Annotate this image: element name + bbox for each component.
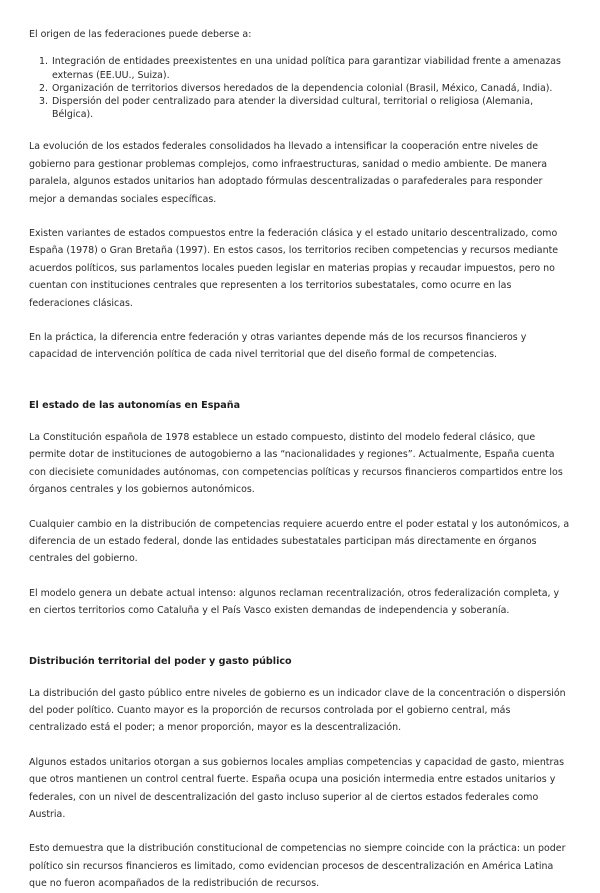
paragraph: La distribución del gasto público entre niveles de gobierno es un indicador clave de la concentración o dispersión del poder político. Cuanto mayor es la proporción de recursos controlada por el gobierno central, más centralizado está el poder; a menor proporción, mayor es la descentralización. — [29, 687, 566, 734]
list-item: 2. Organización de territorios diversos heredados de la dependencia colonial (Brasil, México, Canadá, India). — [51, 82, 571, 95]
section-heading-autonomias: El estado de las autonomías en España — [29, 399, 241, 411]
list-item: 3. Dispersión del poder centralizado para atender la diversidad cultural, territorial o religiosa (Alemania, Bélgica). — [51, 95, 571, 121]
paragraph: Cualquier cambio en la distribución de competencias requiere acuerdo entre el poder estatal y los autonómicos, a diferencia de un estado federal, donde las entidades subestatales participan más directamente en órganos centrales del gobierno. — [29, 518, 570, 565]
paragraph: En la práctica, la diferencia entre federación y otras variantes depende más de los recursos financieros y capacidad de intervención política de cada nivel territorial que del diseño formal de competencias. — [29, 332, 527, 361]
intro-text: El origen de las federaciones puede deberse a: — [29, 29, 252, 40]
paragraph: Existen variantes de estados compuestos entre la federación clásica y el estado unitario descentralizado, como España (1978) o Gran Bretaña (1997). En estos casos, los territorios reciben competencias y recursos mediante acuerdos políticos, sus parlamentos locales pueden legislar en materias propias y recaudar impuestos, pero no cuentan con instituciones centrales que representen a los territorios subestatales, como ocurre en las federaciones clásicas. — [29, 228, 559, 309]
paragraph: El modelo genera un debate actual intenso: algunos reclaman recentralización, otros federalización completa, y en ciertos territorios como Cataluña y el País Vasco existen demandas de independencia y soberanía. — [29, 587, 560, 617]
paragraph: La Constitución española de 1978 establece un estado compuesto, distinto del modelo federal clásico, que permite dotar de instituciones de autogobierno a las “nacionalidades y regiones”. Actualmente, España cuenta con diecisiete comunidades autónomas, con competencias políticas y recursos financieros compartidos entre los órganos centrales y los gobiernos autonómicos. — [29, 431, 563, 496]
paragraph: Algunos estados unitarios otorgan a sus gobiernos locales amplias competencias y capacidad de gasto, mientras que otros mantienen un control central fuerte. España ocupa una posición intermedia entre estados unitarios y federales, con un nivel de descentralización del gasto incluso superior al de ciertos estados federales como Austria. — [29, 756, 565, 820]
list-item: 1. Integración de entidades preexistentes en una unidad política para garantizar viabilidad frente a amenazas externas (EE.UU., Suiza). — [51, 55, 571, 81]
origins-list — [29, 55, 571, 121]
paragraph: La evolución de los estados federales consolidados ha llevado a intensificar la cooperación entre niveles de gobierno para gestionar problemas complejos, como infraestructuras, sanidad o medio ambiente. De manera paralela, algunos estados unitarios han adoptado fórmulas descentralizadas o parafederales para responder mejor a demandas sociales específicas. — [29, 141, 548, 205]
section-heading-gasto: Distribución territorial del poder y gasto público — [29, 655, 292, 667]
paragraph: Esto demuestra que la distribución constitucional de competencias no siempre coincide con la práctica: un poder político sin recursos financieros es limitado, como evidencian procesos de descentralización en América Latina que no fueron acompañados de la redistribución de recursos. — [29, 843, 566, 890]
